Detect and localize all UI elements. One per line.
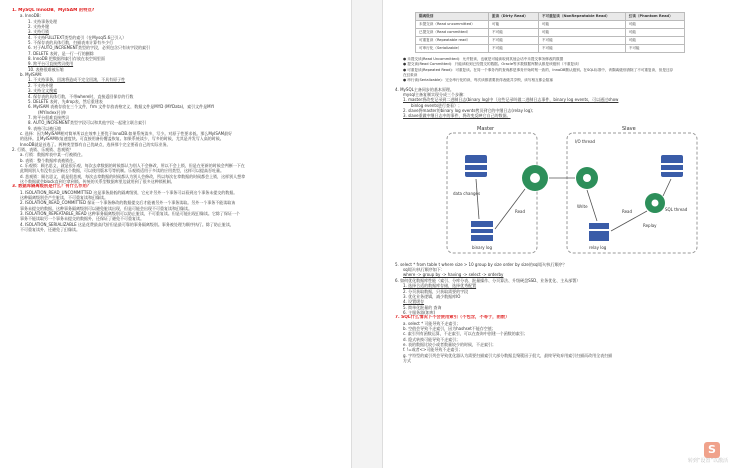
text-line: 方式: [403, 357, 411, 363]
table-cell: 可能: [538, 29, 625, 37]
table-row: [416, 21, 685, 29]
left-content: [12, 8, 339, 232]
write-label: Write: [577, 203, 588, 209]
data-changes-label: data changes: [453, 190, 481, 196]
text-line: 7. 跨平台很难直接拷贝: [28, 114, 70, 120]
text-line: 1. 支持事务处理: [28, 18, 58, 24]
text-line: c. 索引列有函数运算，不走索引，可以在查询中创建一个函数的索引；: [403, 331, 528, 337]
text-line: b. MyISAM:: [20, 72, 43, 78]
table-cell: 不可能: [538, 45, 625, 53]
master-label: Master: [477, 125, 495, 132]
text-line: 9. 跨平台可直接拷贝使用: [28, 61, 74, 67]
watermark-text: 转到“设置”以激活: [687, 458, 728, 464]
table-header-cell: 幻读（Phantom Read）: [625, 13, 684, 21]
text-line: 2. 行锁、表锁、乐观锁、悲观锁？: [12, 146, 74, 152]
table-cell: 不可能: [489, 29, 539, 37]
relay-log-icon: [589, 223, 609, 241]
table-row: [416, 45, 685, 53]
text-line: a. InnoDB:: [20, 13, 41, 19]
table-header-row: [416, 13, 685, 21]
table-row: [416, 29, 685, 37]
io-thread-label: I/O thread: [575, 138, 596, 144]
slave-db-icon: [661, 155, 683, 177]
text-line: where -> group by -> having -> select -> orderby: [403, 272, 504, 278]
binary-log-label: binary log: [472, 244, 493, 250]
table-cell: 可能: [625, 21, 684, 29]
text-line: 1. master将改变记录到二进制日志(binary log)中（这些记录叫做二进制日志事件，binary log events，可以通过show: [403, 97, 619, 103]
text-line: 这种隔离级别会产生脏读，不可重复读和幻像读。: [20, 195, 108, 201]
text-line: 的选择。且MyISAM恢复速度快。可直接用备份覆盖恢复。如果系统读少，写多的时候，尤其是并发写入高的时候。: [20, 136, 224, 142]
table-cell: 可能: [625, 29, 684, 37]
table-header-cell: 隔离级别: [416, 13, 489, 21]
table-header-cell: 脏读（Dirty Read）: [489, 13, 539, 21]
text-line: sql语句执行顺序如下：: [403, 267, 445, 273]
note-line: ● 串行读(Serializable)：完全串行化的读，每次读都需要获得表级共享锁，读写相互都会阻塞: [403, 78, 554, 83]
text-line: 2. 分页获取数据，只获取需要的字段: [403, 288, 469, 294]
text-line: 9. 表格可以被压缩: [28, 125, 62, 131]
text-line: InnoDB就是首选了。两种类型都有自己优缺点，选择那个完全要看自己的实际业务。: [20, 141, 171, 147]
text-line: 2. 支持外键: [28, 24, 50, 30]
text-line: a. select * 可能导致不走索引；: [403, 320, 461, 326]
table-cell: 不可能: [538, 37, 625, 45]
table-header-cell: 不可重复读（NonRepeatable Read）: [538, 13, 625, 21]
replication-diagram: [417, 123, 717, 258]
note-line: 在幻象读: [403, 73, 418, 78]
text-line: 3. 优化业务逻辑，减少数据库IO: [403, 293, 461, 299]
text-line: 4. 不支持FULLTEXT类型的索引（在Mysql5.6已引入）: [28, 34, 127, 40]
text-line: 7. SQL什么情况下不会使用索引（不包含，不等于，函数）: [395, 315, 510, 321]
text-line: 5. 简单化批量的 查询: [403, 304, 442, 310]
text-line: 8. AUTO_INCREMENT类型字段可以和其他字段一起建立联合索引: [28, 120, 147, 126]
replay-label: Replay: [643, 222, 657, 228]
text-line: 3. slave重做中继日志中的事件，将改变反映它自己的数据。: [403, 113, 511, 119]
text-line: 2. slave将master的binary log events拷贝到它的中继日志(relay log)；: [403, 108, 536, 114]
text-line: 5. select * from table t where size > 10 group by size order by size的sql语句执行顺序？: [395, 261, 567, 267]
text-line: (MYIndex)引伸: [38, 109, 67, 115]
binary-log-icon: [471, 221, 493, 241]
text-line: 1. ISOLATION_READ_UNCOMMITTED 这是事务最低的隔离级别，它允许另外一个事务可以看到这个事务未提交的数据。: [20, 189, 238, 195]
text-line: 2. 不支持外键: [28, 82, 54, 88]
text-line: 4. 保存表的具体行数，不带where时，直接返回保存的行数: [28, 93, 134, 99]
text-line: d. 隐式转换可能导致不走索引；: [403, 336, 461, 342]
text-line: d. 悲观锁：顾名思义，就是很悲观，每次去拿数据的时候都认为别人会修改，所以每次在拿数据的时候都会上锁，这样别人想拿: [20, 173, 246, 179]
text-line: c. 选择：因为MyISAM相对简单所以在效率上要优于InnoDB.如果系统读多，写少。对原子性要求低。那么MyISAM最好: [20, 130, 233, 136]
table-cell: 可能: [538, 21, 625, 29]
text-line: b. 空值会导致不走索引，因为hashset不能存空值；: [403, 325, 496, 331]
text-line: c. 乐观锁：顾名思义，就是很乐观，每次去拿数据的时候都认为别人不会修改，所以不会上锁，但是在更新的时候会判断一下在: [20, 162, 245, 168]
table-cell: 已提交读（Read committed）: [416, 29, 489, 37]
slave-label: Slave: [622, 125, 636, 132]
master-db-icon: [465, 155, 487, 177]
text-line: binlog events进行查看）；: [411, 102, 463, 108]
text-line: mysql主备复制实现分成三个步骤：: [403, 92, 467, 98]
slave-gear-icon: [576, 167, 598, 189]
table-cell: 不可能: [625, 45, 684, 53]
table-cell: 可能: [489, 21, 539, 29]
text-line: 7. DELETE 表时，是一行一行的删除: [28, 50, 94, 56]
text-line: 不可重复读外，还避免了幻像读。: [20, 227, 80, 233]
read-label-1: Read: [515, 208, 526, 214]
activation-watermark: [668, 442, 728, 464]
text-line: 这个数据就会block直到它拿到锁。传统的关系型数据库里边就用到了很多这种锁机制。: [20, 179, 175, 184]
text-line: f. !=或者<>可能导致不走索引；: [403, 347, 463, 353]
table-cell: 可串行化（Serializable）: [416, 45, 489, 53]
text-line: 4. ISOLATION_SERIALIZABLE 这是花费最高代价但是最可靠的事务隔离级别。事务被处理为顺序执行。除了防止脏读，: [20, 221, 234, 227]
table-cell: 可重复读（Repeatable read）: [416, 37, 489, 45]
text-line: 事务不能读取另一个事务未提交的数据外，还保证了避免不可重复读。: [20, 216, 144, 222]
text-line: 6. 如何优化数据库性能（索引、分库分表、批量操作、分页算法、升级硬盘SSD、业务优化、主从部署）: [395, 277, 581, 283]
text-line: 3. 支持全文搜索: [28, 88, 58, 94]
text-line: a. 行锁：数据库表中某一行被锁住。: [20, 152, 85, 158]
sql-thread-label: SQL thread: [665, 206, 688, 212]
text-line: 事务未提交的数据。这种事务隔离级别可以避免脏读出现，但是可能会出现不可重复读和幻像读。: [20, 205, 192, 211]
text-line: 3. ISOLATION_REPEATABLE_READ 这种事务隔离级别可以防止脏读，不可重复读。但是可能出现幻像读。它除了保证一个: [20, 211, 240, 217]
table-cell: 不可能: [489, 45, 539, 53]
text-line: 3. 数据库隔离级别是什么？有什么作用？: [12, 184, 92, 190]
text-line: 5. 不保存表的具体行数，扫描表来计算有多少行: [28, 40, 114, 46]
text-line: 6. 对于AUTO_INCREMENT类型的字段，必须包含只有该字段的索引: [28, 45, 151, 51]
sohu-logo-icon: S: [704, 442, 720, 458]
table-cell: 不可能: [489, 37, 539, 45]
text-line: 1. MySQL InnoDB、MyISAM 的特点?: [12, 8, 95, 13]
questions-5-7: [395, 262, 720, 364]
isolation-level-table: [415, 12, 685, 53]
document-page-left: [0, 0, 352, 468]
table-row: [416, 37, 685, 45]
text-line: 6. 主服务器(如库): [403, 309, 436, 315]
table-cell: 未提交读（Read uncommitted）: [416, 21, 489, 29]
master-gear-icon: [522, 165, 548, 191]
document-page-right: [382, 0, 732, 468]
sql-thread-gear-icon: [645, 193, 665, 213]
replication-section: [395, 87, 720, 119]
text-line: e. 表的数据比较小或者数量较少的时候，不走索引；: [403, 341, 497, 347]
text-line: 此期间别人有没有去更新这个数据，可以使用版本号等机制。乐观锁适用于多读的应用类型，这样可以提高吞吐量。: [20, 168, 224, 174]
note-line: ● 未提交读(Read Uncommitted)：允许脏读，也就是可能读取到其他会话中未提交事务修改的数据: [403, 57, 564, 61]
text-line: 5. DELETE 表时，先drop表，然后重建表: [28, 98, 103, 104]
note-line: ● 可重复读(Repeated Read)：可重复读。在同一个事务内的查询都是事务开始时刻一致的，InnoDB默认级别。在SQL标准中，该隔离级别消除了不可重复读，但是还存: [403, 67, 674, 72]
text-line: 1. 选择合适的数据库存储，选择优秀配置: [403, 283, 477, 289]
relay-log-label: relay log: [589, 244, 607, 250]
text-line: 2. ISOLATION_READ_COMMITTED 保证一个事务修改的数据提交后才能被另外一个事务读取。另外一个事务不能读取该: [20, 200, 236, 206]
text-line: b. 表锁：整个数据库表被锁住。: [20, 157, 78, 163]
text-line: g. 字符型的索引列会导致优化器认为需要扫描索引大部分数据且聚簇因子很大，最终导致弃用索引扫描而改用全表扫描: [403, 352, 613, 358]
text-line: 6. MyISAM 表被存放在三个文件，frm 文件存放表格定义，数据文件是MYD (MYData)，索引文件是MYI: [28, 104, 215, 110]
text-line: 8. InnoDB 把数据和索引存放在表空间里面: [28, 56, 105, 62]
note-line: ● 提交读(Read Committed)：只能读取到已经提交的数据。Oracle等多数数据库默认都是该级别（不重复读）: [403, 62, 582, 67]
isolation-notes: [395, 57, 720, 84]
text-line: 4. MySQL主备同步的基本原理。: [395, 86, 454, 92]
text-line: 1. 不支持事务，回滚将造成不完全回滚，不具有原子性: [28, 77, 126, 83]
table-cell: 可能: [625, 37, 684, 45]
text-line: 4. 设置缓存: [403, 299, 425, 305]
read-label-2: Read: [622, 208, 633, 214]
text-line: 3. 支持行锁: [28, 29, 50, 35]
text-line: 10. 表格很难被压缩: [28, 66, 64, 72]
